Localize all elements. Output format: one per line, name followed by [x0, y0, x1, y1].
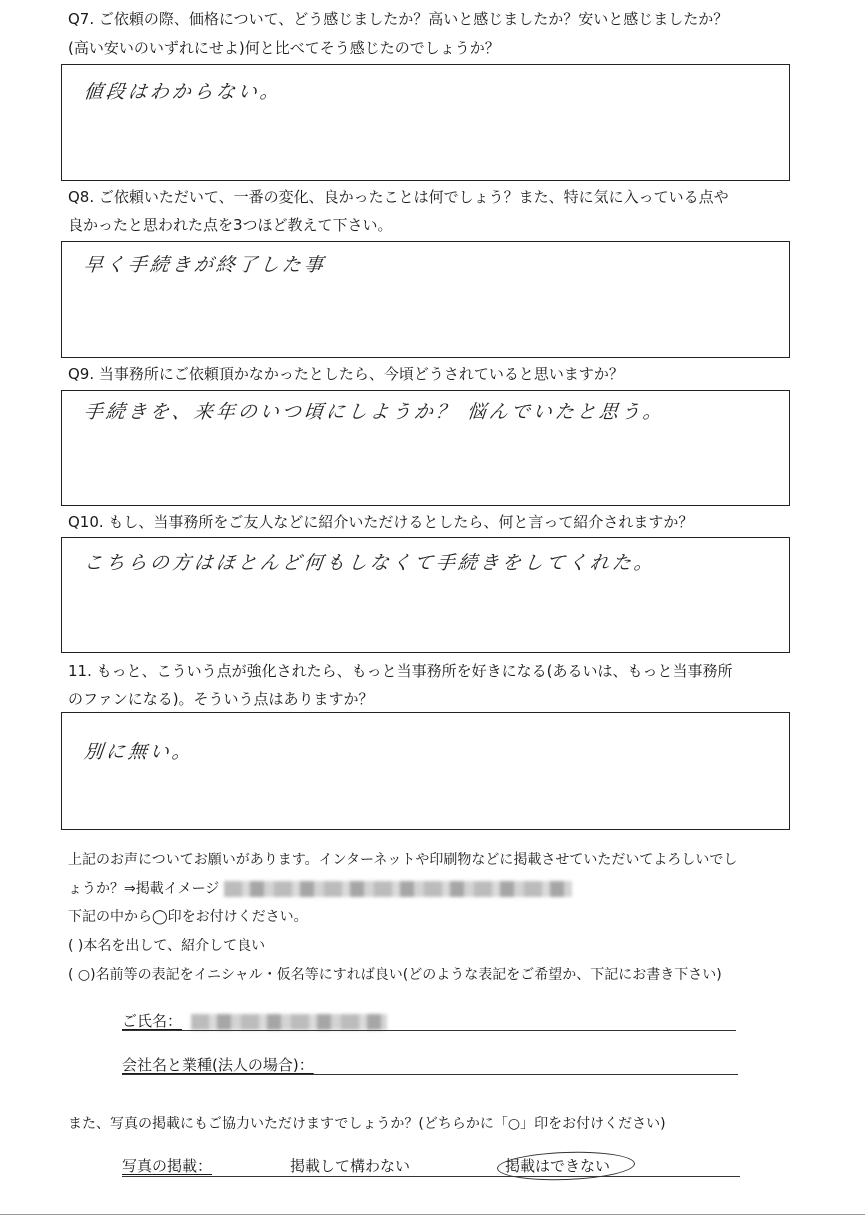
name-label-wrap [122, 1011, 387, 1031]
selected-circle-mark [497, 1150, 636, 1183]
photo-no-option: 掲載はできない [505, 1157, 611, 1175]
consent-line2: ょうか？⇒掲載イメージ [68, 881, 220, 897]
q8-line2: 良かったと思われた点を3つほど教えて下さい。 [68, 216, 393, 234]
photo-ok-option: 掲載して構わない [290, 1157, 411, 1175]
name-underline [122, 1030, 736, 1031]
company-label-wrap [122, 1055, 314, 1075]
q9-line1: Q9. 当事務所にご依頼頂かなかったとしたら、今頃どうされていると思いますか？ [68, 365, 624, 383]
q7-answer-box [61, 64, 790, 181]
q11-line1: 11. もっと、こういう点が強化されたら、もっと当事務所を好きになる(あるいは、もっと当事務所 [68, 662, 733, 680]
consent-line2-wrap [68, 879, 572, 899]
consent-line1: 上記のお声についてお願いがあります。インターネットや印刷物などに掲載させていただいてよろしいでし [68, 852, 738, 868]
photo-underline [122, 1176, 740, 1177]
q11-line2: のファンになる)。そういう点はありますか？ [68, 690, 374, 708]
q10-answer-box [61, 537, 790, 653]
photo-label-wrap [122, 1156, 212, 1176]
redacted-image [224, 881, 572, 897]
q9-answer: 手続きを、来年のいつ頃にしようか？ 悩んでいたと思う。 [82, 401, 667, 423]
company-underline [122, 1074, 738, 1075]
photo-question: また、写真の掲載にもご協力いただけますでしょうか？(どちらかに「○」印をお付けください) [68, 1116, 666, 1132]
page-edge-line [0, 1214, 865, 1215]
company-label: 会社名と業種(法人の場合)： [122, 1056, 314, 1074]
consent-option2: ( ○)名前等の表記をイニシャル・仮名等にすれば良い(どのような表記をご希望か、下記にお書き下さい) [68, 967, 722, 983]
q9-answer-box [61, 390, 790, 506]
q7-answer: 値段はわからない。 [82, 81, 284, 103]
q8-answer: 早く手続きが終了した事 [82, 254, 328, 276]
q10-line1: Q10. もし、当事務所をご友人などに紹介いただけるとしたら、何と言って紹介されますか？ [68, 513, 694, 531]
q7-line1: Q7. ご依頼の際、価格について、どう感じましたか？高いと感じましたか？安いと感じましたか？ [68, 10, 729, 28]
q11-answer: 別に無い。 [82, 741, 196, 763]
q7-line2: (高い安いのいずれにせよ)何と比べてそう感じたのでしょうか？ [68, 39, 500, 57]
consent-option1: ( )本名を出して、紹介して良い [68, 938, 266, 954]
consent-line3: 下記の中から◯印をお付けください。 [68, 909, 308, 925]
name-label: ご氏名： [122, 1012, 183, 1030]
q10-answer: こちらの方はほとんど何もしなくて手続きをしてくれた。 [82, 552, 658, 574]
photo-label: 写真の掲載： [122, 1157, 213, 1175]
q8-answer-box [61, 241, 790, 358]
q11-answer-box [61, 712, 790, 830]
redacted-name [191, 1014, 387, 1030]
q8-line1: Q8. ご依頼いただいて、一番の変化、良かったことは何でしょう？また、特に気に入っている点や [68, 188, 729, 206]
